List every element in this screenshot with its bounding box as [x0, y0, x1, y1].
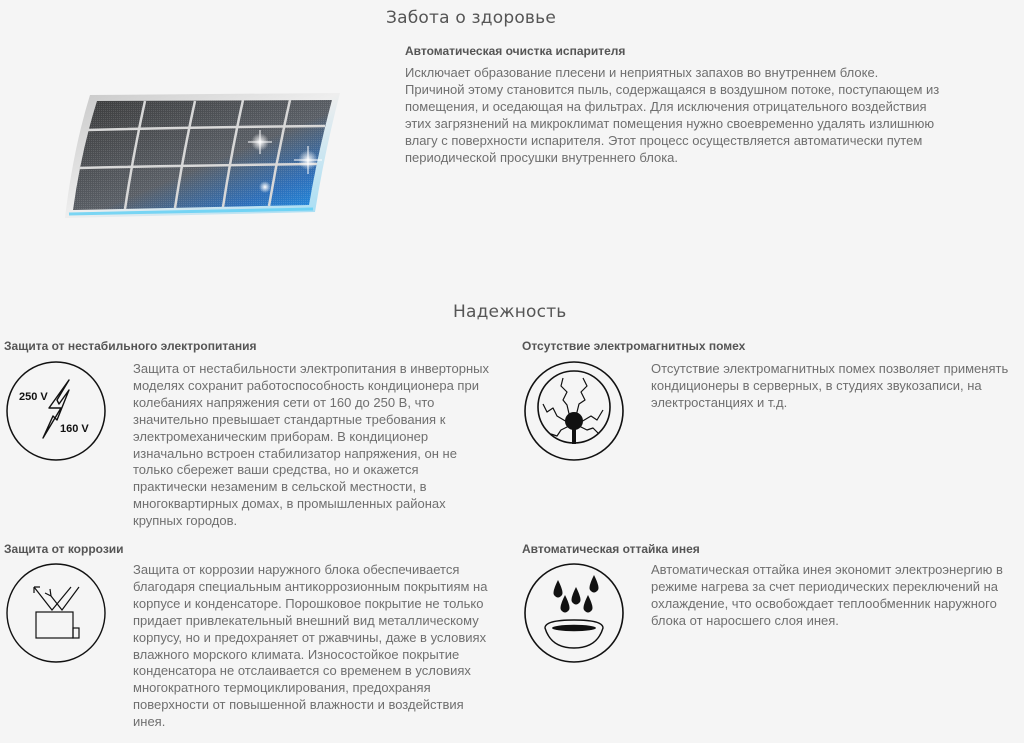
defrost-drops-icon — [523, 562, 625, 664]
feature-title-corrosion-protection: Защита от коррозии — [4, 542, 124, 556]
plasma-ball-icon — [523, 360, 625, 462]
section-title-reliability: Надежность — [453, 302, 567, 322]
voltage-high-label: 250 V — [19, 391, 48, 403]
feature-text-auto-defrost: Автоматическая оттайка инея экономит электроэнергию в режиме нагрева за счет периодических переключений на охлаждение, что освобождает теплообменник наружного блока от наросшего слоя инея. — [651, 562, 1003, 628]
section-title-health: Забота о здоровье — [386, 8, 557, 28]
feature-text-corrosion-protection: Защита от коррозии наружного блока обеспечивается благодаря специальным антикоррозионным покрытиям на корпусе и конденсаторе. Порошковое покрытие не только придает привлекательный внешний вид металлическому корпусу, но и предохраняет от ржавчины, даже в условиях влажного морского климата. Износостойкое покрытие конденсатора не отслаивается со временем в условиях многократного термоциклирования, предохраняя поверхности от повышенной влажности и воздействия инея. — [133, 562, 488, 730]
voltage-lightning-icon — [5, 360, 107, 462]
feature-title-auto-defrost: Автоматическая оттайка инея — [522, 542, 700, 556]
feature-title-evaporator-cleaning: Автоматическая очистка испарителя — [405, 44, 626, 58]
feature-title-power-protection: Защита от нестабильного электропитания — [4, 339, 257, 353]
feature-title-no-em-interference: Отсутствие электромагнитных помех — [522, 339, 746, 353]
corrosion-shield-icon — [5, 562, 107, 664]
feature-text-evaporator-cleaning: Исключает образование плесени и неприятных запахов во внутреннем блоке. Причиной этому становится пыль, содержащаяся в воздушном потоке, поступающем из помещения, и оседающая на фильтрах. Для исключения отрицательного воздействия этих загрязнений на микроклимат помещения нужно своевременно удалять излишнюю влагу с поверхности испарителя. Этот процесс осуществляется автоматически путем периодической просушки внутреннего блока. — [405, 65, 940, 165]
feature-text-power-protection: Защита от нестабильности электропитания в инверторных моделях сохранит работоспособность кондиционера при колебаниях напряжения сети от 160 до 250 В, что значительно превышает стандартные требования к электромеханическим приборам. В кондиционер изначально встроен стабилизатор напряжения, он не только сбережет ваши средства, но и окажется практически незаменим в сельской местности, в многоквартирных домах, в промышленных районах крупных городов. — [133, 361, 489, 529]
feature-text-no-em-interference: Отсутствие электромагнитных помех позволяет применять кондиционеры в серверных, в студиях звукозаписи, на электростанциях и т.д. — [651, 361, 1009, 410]
evaporator-panel-illustration — [55, 90, 355, 225]
voltage-low-label: 160 V — [60, 423, 89, 435]
